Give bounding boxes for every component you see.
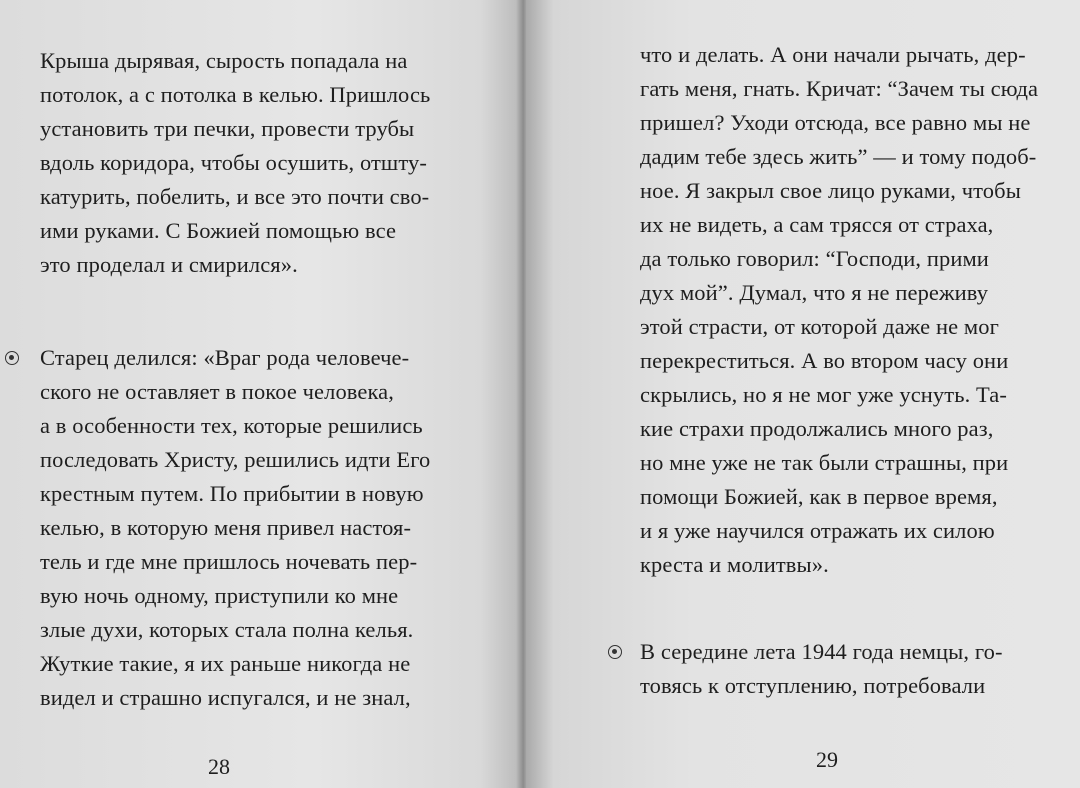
- text-line: Жуткие такие, я их раньше никогда не: [40, 651, 411, 676]
- text-line: этой страсти, от которой даже не мог: [640, 314, 999, 339]
- page-number-right: 29: [816, 747, 838, 772]
- paragraph-bullet-icon: [5, 351, 19, 365]
- text-line: дадим тебе здесь жить” — и тому подоб-: [640, 144, 1037, 169]
- text-line: да только говорил: “Господи, прими: [640, 246, 989, 271]
- text-line: потолок, а с потолка в келью. Пришлось: [40, 82, 431, 107]
- text-line: вую ночь одному, приступили ко мне: [40, 583, 399, 608]
- right-page: [526, 0, 1080, 788]
- text-line: Крыша дырявая, сырость попадала на: [40, 48, 408, 73]
- text-line: пришел? Уходи отсюда, все равно мы не: [640, 110, 1031, 135]
- text-line: установить три печки, провести трубы: [40, 116, 415, 141]
- text-line: ими руками. С Божией помощью все: [40, 218, 397, 243]
- text-line: гать меня, гнать. Кричат: “Зачем ты сюда: [640, 76, 1039, 101]
- text-line: перекреститься. А во втором часу они: [640, 348, 1009, 373]
- text-line: катурить, побелить, и все это почти сво-: [40, 184, 430, 209]
- text-line: В середине лета 1944 года немцы, го-: [640, 639, 1003, 664]
- text-line: тель и где мне пришлось ночевать пер-: [40, 549, 418, 574]
- left-page: [0, 0, 522, 788]
- text-line: их не видеть, а сам трясся от страха,: [640, 212, 994, 237]
- text-line: келью, в которую меня привел настоя-: [40, 515, 412, 540]
- text-line: крестным путем. По прибытии в новую: [40, 481, 424, 506]
- text-line: ского не оставляет в покое человека,: [40, 379, 394, 404]
- text-line: что и делать. А они начали рычать, дер-: [640, 42, 1026, 67]
- paragraph-bullet-icon: [608, 645, 622, 659]
- text-line: Старец делился: «Враг рода человече-: [40, 345, 410, 370]
- text-line: видел и страшно испугался, и не знал,: [40, 685, 411, 710]
- text-line: последовать Христу, решились идти Его: [40, 447, 431, 472]
- text-line: товясь к отступлению, потребовали: [640, 673, 986, 698]
- text-line: это проделал и смирился».: [40, 252, 298, 277]
- text-line: дух мой”. Думал, что я не переживу: [640, 280, 989, 305]
- text-line: кие страхи продолжались много раз,: [640, 416, 994, 441]
- text-line: креста и молитвы».: [640, 552, 829, 577]
- page-number-left: 28: [208, 754, 230, 779]
- text-line: но мне уже не так были страшны, при: [640, 450, 1009, 475]
- text-line: а в особенности тех, которые решились: [40, 413, 423, 438]
- text-line: помощи Божией, как в первое время,: [640, 484, 998, 509]
- text-line: злые духи, которых стала полна келья.: [40, 617, 414, 642]
- text-line: ное. Я закрыл свое лицо руками, чтобы: [640, 178, 1021, 203]
- text-line: вдоль коридора, чтобы осушить, отшту-: [40, 150, 427, 175]
- text-line: скрылись, но я не мог уже уснуть. Та-: [640, 382, 1007, 407]
- text-line: и я уже научился отражать их силою: [640, 518, 995, 543]
